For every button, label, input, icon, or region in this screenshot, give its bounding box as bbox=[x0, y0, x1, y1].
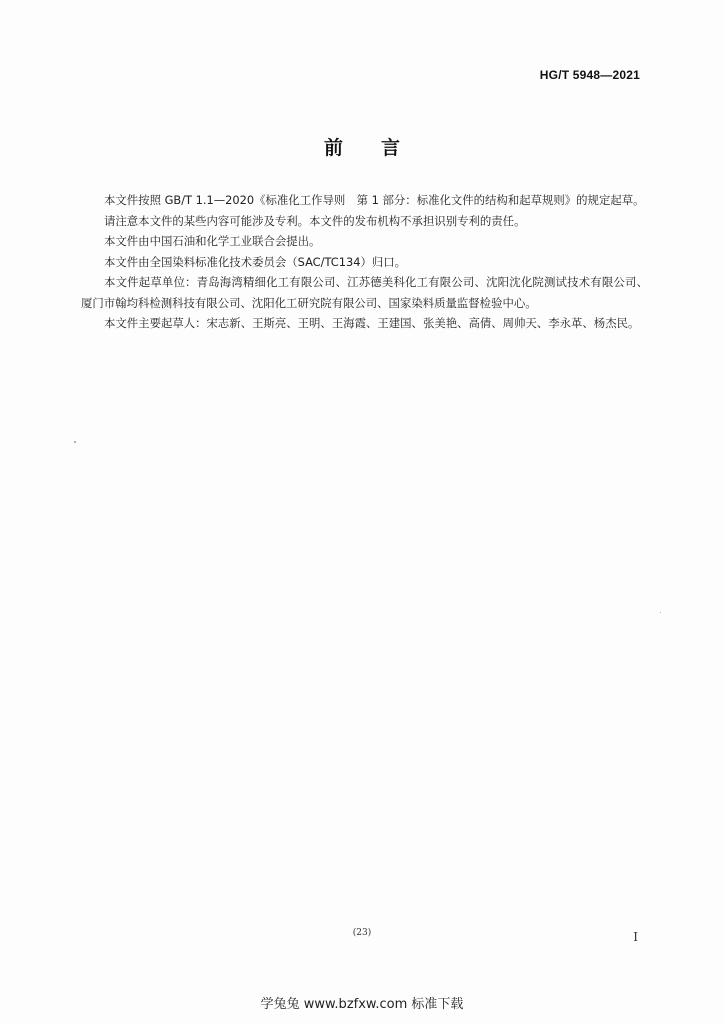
paragraph-drafting-units: 本文件起草单位：青岛海湾精细化工有限公司、江苏德美科化工有限公司、沈阳沈化院测试技术有限公司、厦门市翰均科检测科技有限公司、沈阳化工研究院有限公司、国家染料质量监督检验中心。 bbox=[81, 275, 648, 310]
foreword-body bbox=[81, 190, 648, 334]
paragraph-drafting-rules: 本文件按照 GB/T 1.1—2020《标准化工作导则 第 1 部分：标准化文件的结构和起草规则》的规定起草。 bbox=[104, 193, 645, 207]
paragraph-patent-notice: 请注意本文件的某些内容可能涉及专利。本文件的发布机构不承担识别专利的责任。 bbox=[104, 213, 526, 228]
roman-page-number: I bbox=[633, 930, 638, 944]
paragraph-proposer: 本文件由中国石油和化学工业联合会提出。 bbox=[104, 234, 321, 248]
scan-speck bbox=[660, 612, 661, 613]
watermark-link[interactable]: 学兔兔 www.bzfxw.com 标准下载 bbox=[260, 997, 464, 1012]
page-title: 前言 bbox=[323, 137, 438, 159]
standard-code: HG/T 5948—2021 bbox=[539, 68, 640, 82]
page-number: (23) bbox=[352, 928, 372, 938]
paragraph-committee: 本文件由全国染料标准化技术委员会（SAC/TC134）归口。 bbox=[104, 254, 407, 269]
paragraph-drafters: 本文件主要起草人：宋志新、王斯亮、王明、王海霞、王建国、张美艳、高倩、周帅天、李永革、杨杰民。 bbox=[104, 316, 640, 330]
scan-speck bbox=[74, 441, 76, 443]
